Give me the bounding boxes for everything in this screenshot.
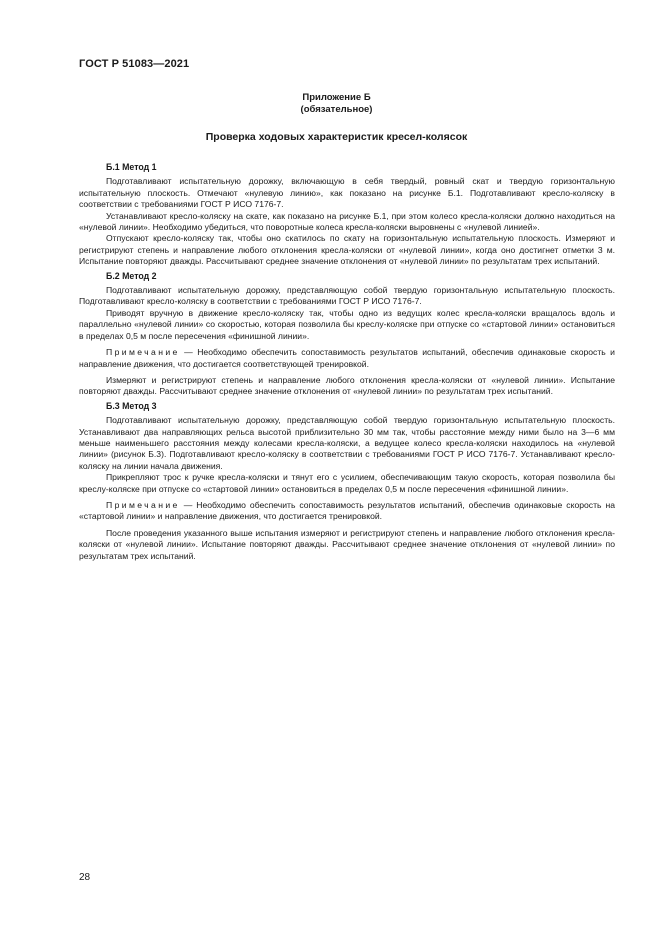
- method-1-paragraph: Устанавливают кресло-коляску на скате, как показано на рисунке Б.1, при этом колесо кресла-коляски должно находиться на «нулевой линии». Необходимо убедиться, что поворотные колеса кресла-коляски выровнены с «нулевой линией».: [79, 210, 615, 233]
- method-2-paragraph: Измеряют и регистрируют степень и направление любого отклонения кресла-коляски от «нулевой линии». Испытание повторяют дважды. Рассчитывают среднее значение отклонения от «нулевой линии» по результатам трех испытаний.: [79, 374, 615, 397]
- annex-status: (обязательное): [300, 104, 373, 115]
- method-3-paragraph: Подготавливают испытательную дорожку, представляющую собой твердую горизонтальную испытательную плоскость. Устанавливают два направляющих рельса высотой приблизительно 30 мм так, чтобы расстояние между ними было на 3—6 мм меньше наименьшего расстояния между колесами кресла-коляски, а ведущее колесо кресла-коляски находилось на «нулевой линии» (рисунок Б.3). Подготавливают кресло-коляску в соответствии с требованиями ГОСТ Р ИСО 7176-7. Устанавливают кресло-коляску на линии начала движения.: [79, 415, 615, 471]
- method-1-heading: Б.1 Метод 1: [106, 162, 157, 172]
- document-code-header: ГОСТ Р 51083—2021: [79, 58, 190, 70]
- document-body: [79, 162, 615, 562]
- method-2-heading: Б.2 Метод 2: [106, 270, 157, 281]
- method-2-paragraph: Приводят вручную в движение кресло-коляску так, чтобы одно из ведущих колес кресла-коляски вращалось вдоль и параллельно «нулевой линии» со скоростью, которая позволила бы креслу-коляске при отпуске со «стартовой линии» остановиться в пределах 0,5 м после пересечения «финишной линии».: [79, 307, 615, 341]
- method-3-paragraph: Прикрепляют трос к ручке кресла-коляски и тянут его с усилием, обеспечивающим такую скорость, которая позволила бы креслу-коляске при отпуске со «стартовой линии» остановиться в пределах 0,5 м после пересечения «финишной линии».: [79, 472, 615, 494]
- method-1-paragraph: Отпускают кресло-коляску так, чтобы оно скатилось по скату на горизонтальную испытательную плоскость. Измеряют и регистрируют степень и направление любого отклонения кресла-коляски от «нулевой линии», когда оно достигнет отметки 3 м. Испытание повторяют дважды. Рассчитывают среднее значение отклонения от «нулевой линии» по результатам трех испытаний.: [79, 233, 615, 267]
- method-3-heading: Б.3 Метод 3: [106, 400, 157, 411]
- method-1-paragraph: Подготавливают испытательную дорожку, включающую в себя твердый, ровный скат и твердую горизонтальную испытательную плоскость. Отмечают «нулевую линию», как показано на рисунке Б.1. Подготавливают кресло-коляску в соответствии с требованиями ГОСТ Р ИСО 7176-7.: [79, 176, 615, 210]
- note-label: Примечание: [106, 347, 180, 358]
- page-number: 28: [79, 872, 91, 883]
- section-title: Проверка ходовых характеристик кресел-колясок: [205, 131, 468, 143]
- note-text: — Необходимо обеспечить сопоставимость результатов испытаний, обеспечив одинаковые скорость на «стартовой линии» и направление движения, что достигается тренировкой.: [79, 499, 615, 522]
- method-3-note: [79, 500, 615, 523]
- method-2-paragraph: Подготавливают испытательную дорожку, представляющую собой твердую горизонтальную испытательную плоскость. Подготавливают кресло-коляску в соответствии с требованиями ГОСТ Р ИСО 7176-7.: [79, 285, 615, 307]
- note-label: Примечание: [106, 499, 180, 510]
- method-2-note: [79, 347, 615, 370]
- annex-title: Приложение Б: [302, 92, 371, 103]
- method-3-paragraph: После проведения указанного выше испытания измеряют и регистрируют степень и направление любого отклонения кресла-коляски от «нулевой линии». Испытание повторяют дважды. Рассчитывают среднее значение отклонения от «нулевой линии» по результатам трех испытаний.: [79, 527, 615, 561]
- note-text: — Необходимо обеспечить сопоставимость результатов испытаний, обеспечив одинаковые скорость и направление движения, что достигается соответствующей тренировкой.: [79, 347, 615, 369]
